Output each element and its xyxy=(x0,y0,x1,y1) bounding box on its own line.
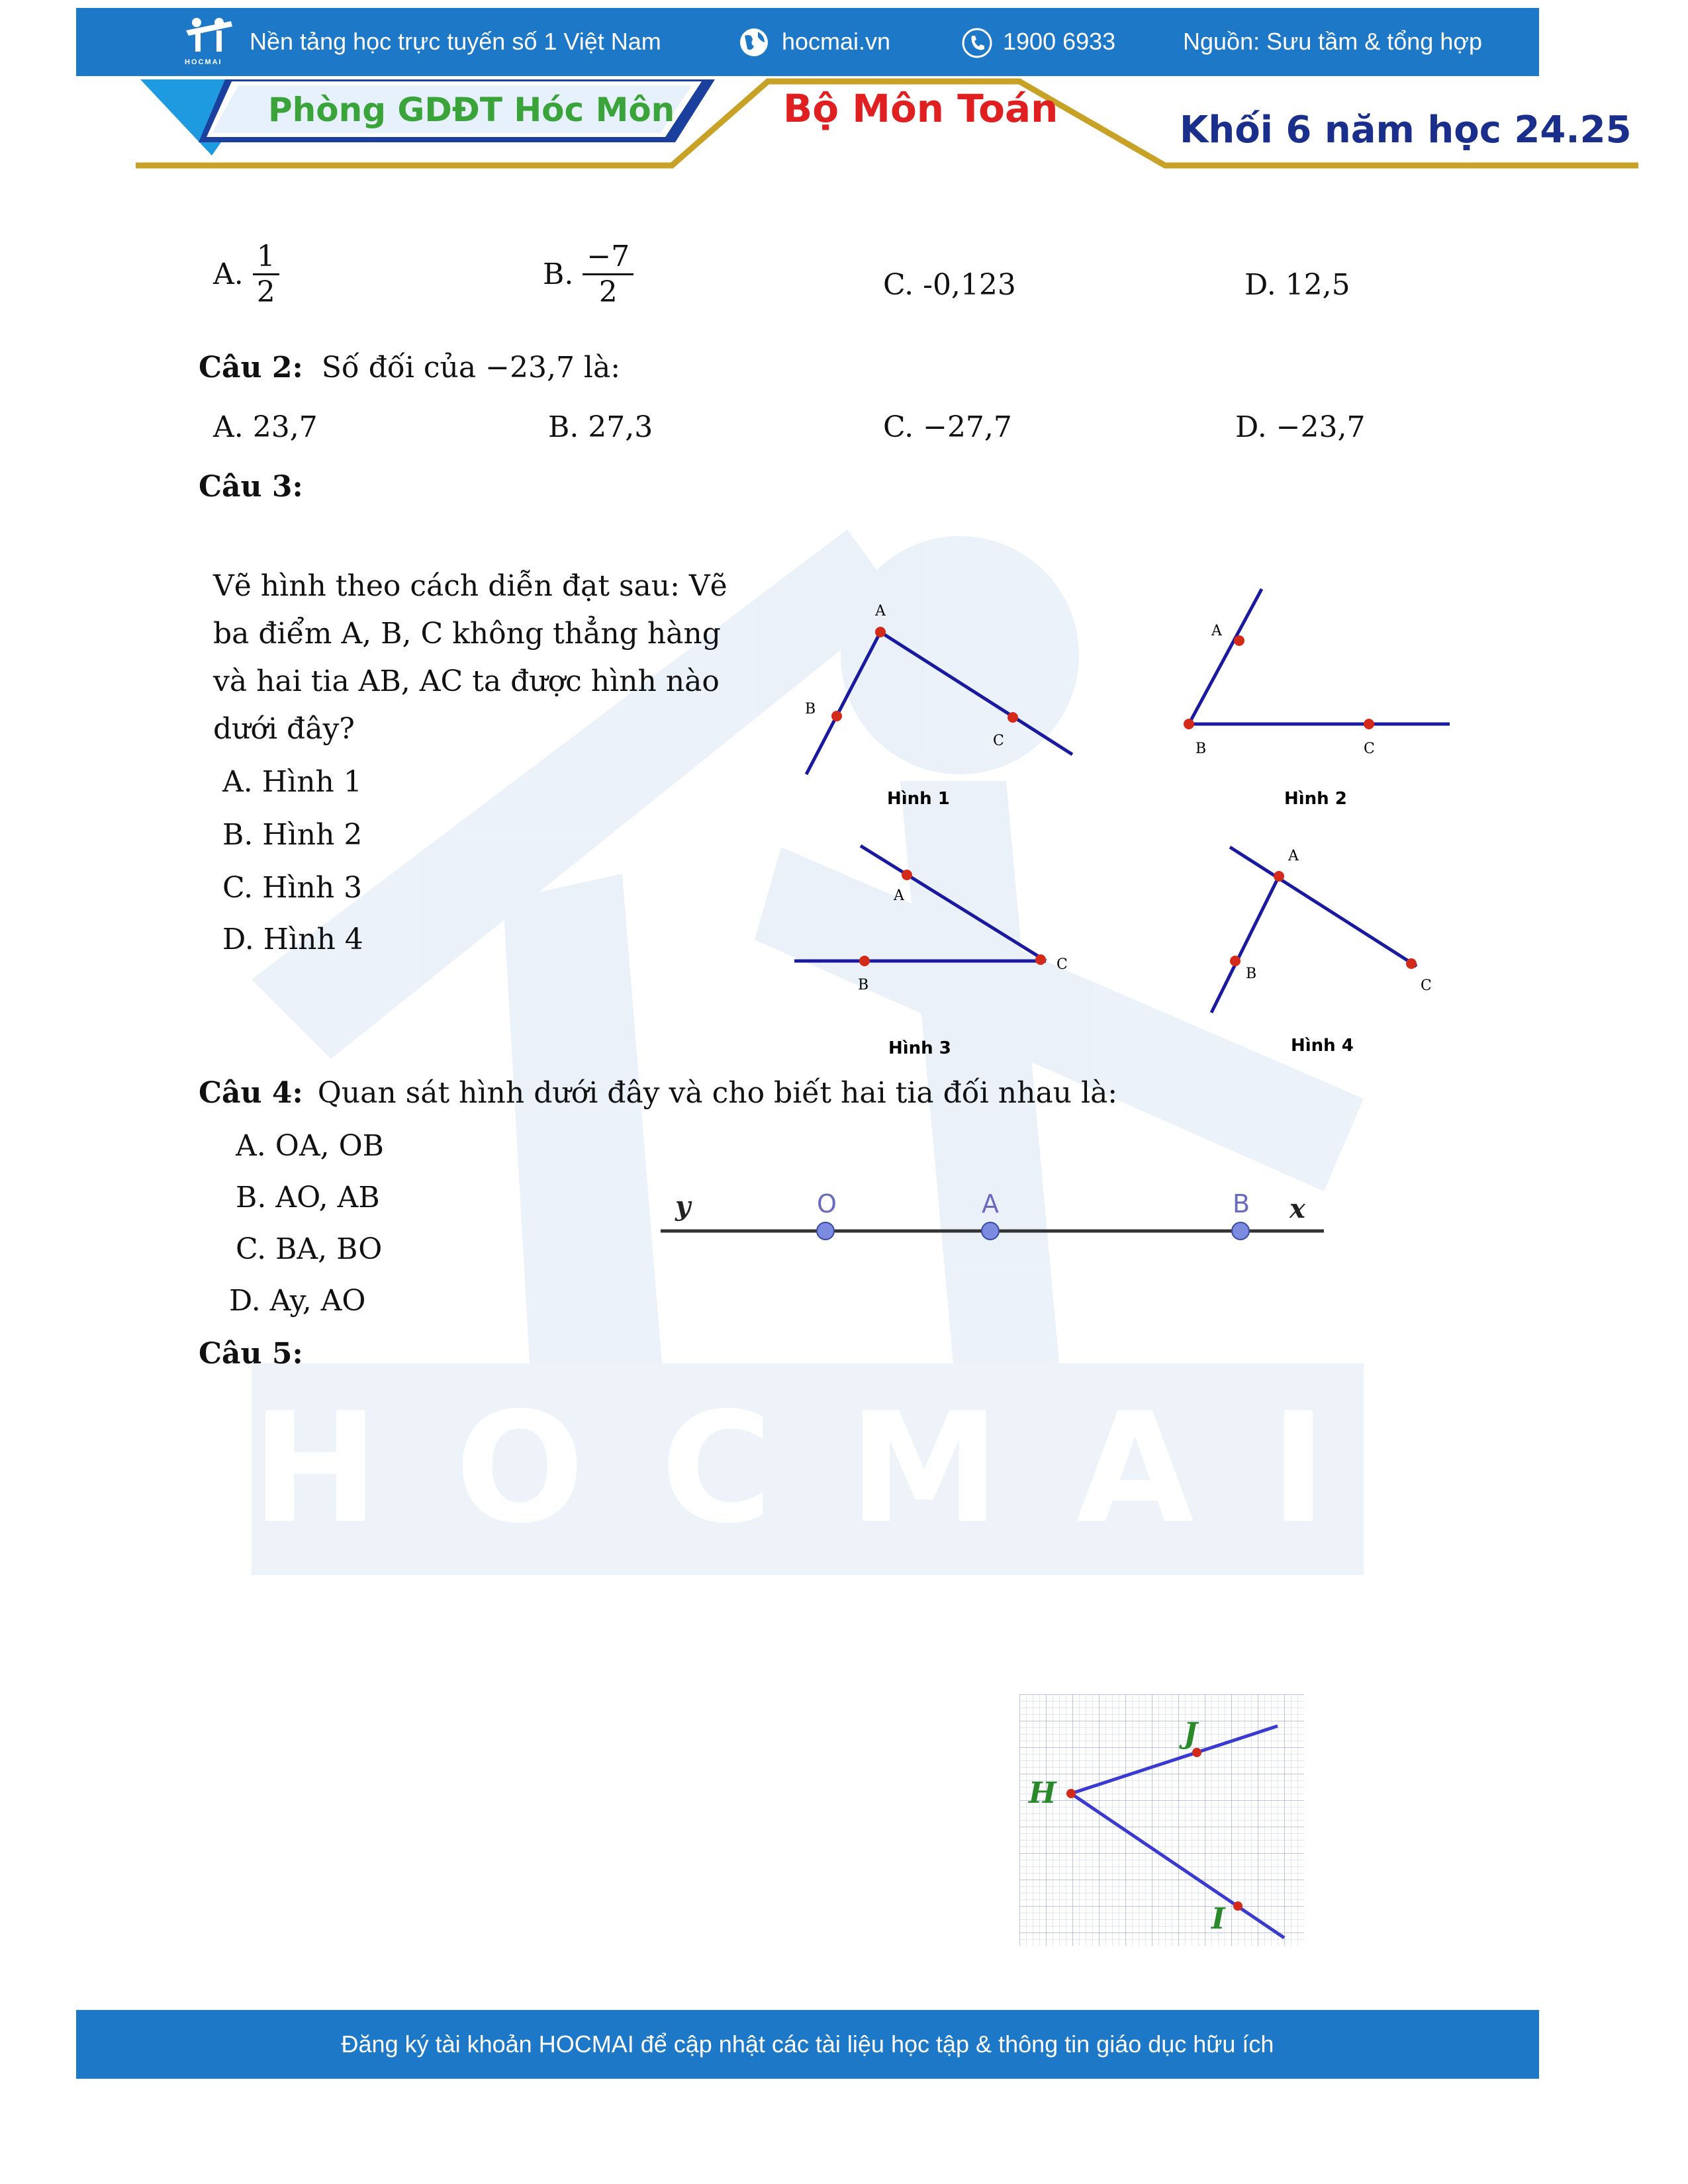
q1-option-d[interactable]: D. 12,5 xyxy=(1244,268,1350,302)
q2-option-d[interactable]: D. −23,7 xyxy=(1235,410,1366,444)
q1-b-label: B. xyxy=(543,257,574,291)
figure-3 xyxy=(794,846,1068,1058)
fig4-label-a: A xyxy=(1288,848,1299,864)
fig2-label-c: C xyxy=(1364,741,1375,757)
q5-grid-figure xyxy=(1019,1694,1304,1946)
q3-text-line-3: và hai tia AB, AC ta được hình nào xyxy=(213,664,720,698)
q4-label-b: B xyxy=(1233,1189,1250,1218)
q3-figures xyxy=(781,569,1470,1072)
q4-option-a[interactable]: A. OA, OB xyxy=(236,1129,384,1163)
q2-question xyxy=(199,351,620,385)
q4-question xyxy=(199,1076,1117,1110)
fig4-label-c: C xyxy=(1421,978,1432,994)
q1-a-numerator: 1 xyxy=(253,240,279,275)
q5-label-j: J xyxy=(1184,1717,1197,1751)
subject-title: Bộ Môn Toán xyxy=(783,86,1058,131)
grade-year-title: Khối 6 năm học 24.25 xyxy=(1180,109,1632,152)
q3-option-d[interactable]: D. Hình 4 xyxy=(222,923,363,956)
q3-option-c[interactable]: C. Hình 3 xyxy=(222,871,363,905)
q5-label-h: H xyxy=(1029,1776,1056,1810)
q1-option-a[interactable] xyxy=(213,240,279,309)
q5-label: Câu 5: xyxy=(199,1337,303,1371)
figure-2 xyxy=(1184,589,1450,809)
watermark-text: HOCMAI xyxy=(252,1363,1364,1575)
q1-b-numerator: −7 xyxy=(583,240,633,275)
footer-bar xyxy=(76,2010,1539,2079)
fig1-label-a: A xyxy=(875,603,886,619)
logo-text: HOCMAI xyxy=(185,58,222,66)
phone-icon xyxy=(961,26,994,60)
fig1-caption: Hình 1 xyxy=(887,789,950,809)
figure-1 xyxy=(805,603,1072,809)
q3-text-line-1: Vẽ hình theo cách diễn đạt sau: Vẽ xyxy=(213,569,727,603)
fig2-label-b: B xyxy=(1196,741,1207,757)
q4-option-c[interactable]: C. BA, BO xyxy=(236,1232,383,1266)
footer-text[interactable]: Đăng ký tài khoản HOCMAI để cập nhật các tài liệu học tập & thông tin giáo dục hữu ích xyxy=(341,2030,1274,2058)
department-title: Phòng GDĐT Hóc Môn xyxy=(268,91,675,129)
q5-label-i: I xyxy=(1211,1902,1225,1936)
q4-label: Câu 4: xyxy=(199,1076,303,1110)
fig2-label-a: A xyxy=(1211,623,1222,639)
fig3-label-c: C xyxy=(1056,956,1068,973)
q1-a-fraction xyxy=(253,240,279,309)
q1-a-denominator: 2 xyxy=(256,275,275,309)
q2-text: Số đối của −23,7 là: xyxy=(321,351,621,385)
q2-label: Câu 2: xyxy=(199,351,303,385)
fig2-caption: Hình 2 xyxy=(1284,789,1347,809)
source-note: Nguồn: Sưu tầm & tổng hợp xyxy=(1183,28,1482,55)
q4-line-figure xyxy=(649,1178,1337,1257)
q3-label: Câu 3: xyxy=(199,470,303,504)
q2-option-c[interactable]: C. −27,7 xyxy=(883,410,1012,444)
tagline: Nền tảng học trực tuyến số 1 Việt Nam xyxy=(250,28,661,55)
fig3-label-a: A xyxy=(894,887,904,904)
fig1-label-b: B xyxy=(805,701,816,717)
q1-b-denominator: 2 xyxy=(598,275,618,309)
q1-option-c[interactable]: C. -0,123 xyxy=(883,268,1016,302)
q3-option-a[interactable]: A. Hình 1 xyxy=(222,765,362,799)
website-link[interactable]: hocmai.vn xyxy=(782,28,891,55)
q2-option-b[interactable]: B. 27,3 xyxy=(548,410,653,444)
hocmai-logo-icon xyxy=(182,16,235,62)
q2-option-a[interactable]: A. 23,7 xyxy=(213,410,318,444)
fig3-caption: Hình 3 xyxy=(888,1038,951,1058)
fig4-label-b: B xyxy=(1246,966,1257,982)
figure-4 xyxy=(1211,847,1432,1056)
header-bar xyxy=(76,8,1539,76)
fig4-caption: Hình 4 xyxy=(1291,1036,1354,1056)
q1-b-fraction xyxy=(583,240,633,309)
q4-option-d[interactable]: D. Ay, AO xyxy=(229,1284,366,1318)
fig3-label-b: B xyxy=(858,977,869,993)
globe-icon xyxy=(738,26,770,58)
q3-text-line-4: dưới đây? xyxy=(213,712,355,746)
q3-text-line-2: ba điểm A, B, C không thẳng hàng xyxy=(213,617,721,651)
q4-label-y: y xyxy=(675,1191,691,1222)
q4-label-x: x xyxy=(1289,1193,1305,1224)
q4-label-a: A xyxy=(982,1189,999,1218)
q1-a-label: A. xyxy=(213,257,244,291)
q4-text: Quan sát hình dưới đây và cho biết hai tia đối nhau là: xyxy=(317,1076,1118,1110)
q4-option-b[interactable]: B. AO, AB xyxy=(236,1181,380,1214)
q4-label-o: O xyxy=(817,1189,837,1218)
q3-option-b[interactable]: B. Hình 2 xyxy=(222,818,363,852)
fig1-label-c: C xyxy=(993,733,1004,749)
phone-number[interactable]: 1900 6933 xyxy=(1003,28,1116,55)
q1-option-b[interactable] xyxy=(543,240,633,309)
